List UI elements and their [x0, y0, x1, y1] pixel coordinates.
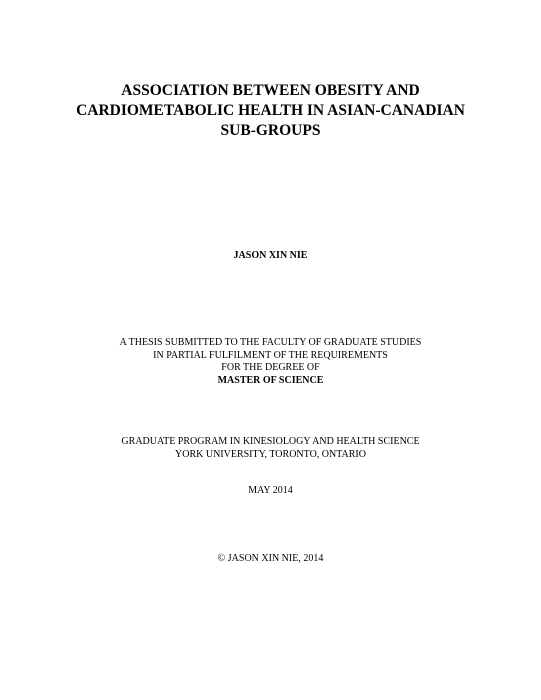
graduate-program — [0, 436, 541, 461]
university-location: YORK UNIVERSITY, TORONTO, ONTARIO — [175, 448, 366, 460]
submission-date: MAY 2014 — [248, 485, 293, 496]
program-name: GRADUATE PROGRAM IN KINESIOLOGY AND HEALTH SCIENCE — [121, 436, 420, 447]
degree-name: MASTER OF SCIENCE — [217, 374, 324, 386]
thesis-title — [0, 81, 541, 141]
thesis-statement — [0, 337, 541, 387]
thesis-title-line-1: ASSOCIATION BETWEEN OBESITY AND — [121, 82, 420, 99]
author-name: JASON XIN NIE — [233, 250, 308, 261]
thesis-statement-line-2: IN PARTIAL FULFILMENT OF THE REQUIREMENTS — [153, 349, 388, 361]
thesis-statement-line-3: FOR THE DEGREE OF — [221, 362, 320, 373]
thesis-title-line-2: CARDIOMETABOLIC HEALTH IN ASIAN-CANADIAN — [76, 102, 465, 119]
thesis-title-line-3: SUB-GROUPS — [220, 122, 321, 139]
copyright-notice: © JASON XIN NIE, 2014 — [217, 553, 324, 564]
thesis-statement-line-1: A THESIS SUBMITTED TO THE FACULTY OF GRADUATE STUDIES — [119, 337, 422, 348]
